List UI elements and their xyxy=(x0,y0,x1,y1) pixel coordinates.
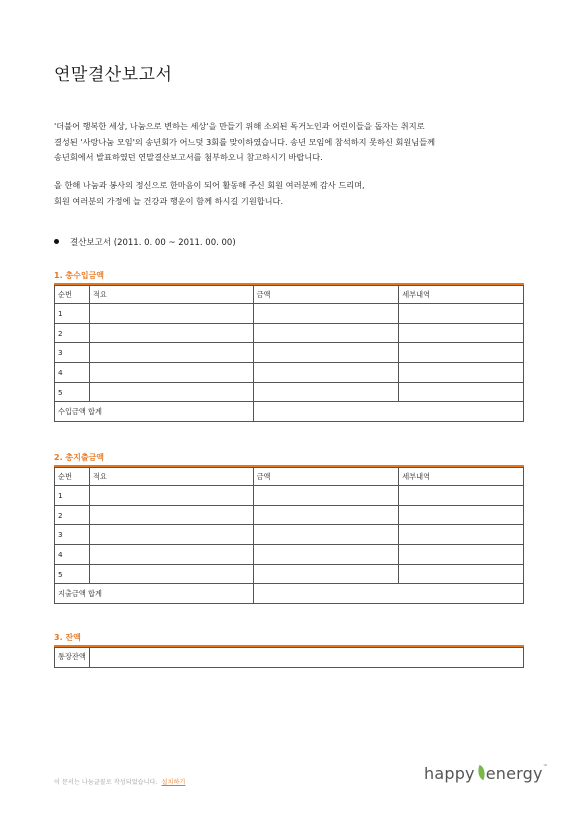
detail-cell[interactable] xyxy=(399,486,524,506)
table-row xyxy=(55,323,524,343)
table-row xyxy=(55,525,524,545)
balance-value-cell[interactable] xyxy=(89,648,523,668)
detail-cell[interactable] xyxy=(399,343,524,363)
amount-cell[interactable] xyxy=(253,304,399,324)
header-cell: 금액 xyxy=(253,286,399,304)
total-label: 수입금액 합계 xyxy=(55,402,254,422)
expense-table xyxy=(54,467,524,604)
detail-cell[interactable] xyxy=(399,304,524,324)
table-row xyxy=(55,363,524,383)
install-link[interactable]: 설치하기 xyxy=(161,779,186,786)
logo-text-energy: energy xyxy=(485,764,543,783)
description-cell[interactable] xyxy=(89,486,253,506)
amount-cell[interactable] xyxy=(253,343,399,363)
intro-line-3: 송년회에서 발표하였던 연말결산보고서를 첨부하오니 참고하시기 바랍니다. xyxy=(54,152,323,162)
row-number: 5 xyxy=(55,564,90,584)
detail-cell[interactable] xyxy=(399,505,524,525)
description-cell[interactable] xyxy=(89,323,253,343)
detail-cell[interactable] xyxy=(399,564,524,584)
intro-paragraph xyxy=(54,119,435,166)
row-number: 2 xyxy=(55,505,90,525)
description-cell[interactable] xyxy=(89,363,253,383)
income-section-title: 1. 총수입금액 xyxy=(54,271,105,280)
report-period-item xyxy=(54,236,236,248)
closing-line-2: 회원 여러분의 가정에 늘 건강과 행운이 함께 하시길 기원합니다. xyxy=(54,195,284,206)
table-row xyxy=(55,564,524,584)
intro-line-2: 결성된 '사랑나눔 모임'의 송년회가 어느덧 3회를 맞이하였습니다. 송년 모임에 참석하지 못하신 회원님들께 xyxy=(54,136,436,147)
row-number: 5 xyxy=(55,382,90,402)
amount-cell[interactable] xyxy=(253,505,399,525)
amount-cell[interactable] xyxy=(253,363,399,383)
balance-table xyxy=(54,647,524,668)
header-cell: 적요 xyxy=(89,468,253,486)
trademark-icon: ™ xyxy=(542,764,548,770)
header-cell: 세부내역 xyxy=(399,468,524,486)
table-header-row xyxy=(55,286,524,304)
row-number: 4 xyxy=(55,545,90,565)
table-row xyxy=(55,343,524,363)
report-period-text: 결산보고서 (2011. 0. 00 ~ 2011. 00. 00) xyxy=(70,238,236,248)
amount-cell[interactable] xyxy=(253,382,399,402)
row-number: 3 xyxy=(55,343,90,363)
table-row xyxy=(55,382,524,402)
row-number: 2 xyxy=(55,323,90,343)
total-value-cell[interactable] xyxy=(253,402,523,422)
header-cell: 세부내역 xyxy=(399,286,524,304)
table-row xyxy=(55,486,524,506)
row-number: 4 xyxy=(55,363,90,383)
header-cell: 금액 xyxy=(253,468,399,486)
table-row xyxy=(55,505,524,525)
description-cell[interactable] xyxy=(89,564,253,584)
happy-energy-logo xyxy=(424,764,548,783)
description-cell[interactable] xyxy=(89,382,253,402)
income-table xyxy=(54,285,524,422)
amount-cell[interactable] xyxy=(253,545,399,565)
row-number: 1 xyxy=(55,304,90,324)
intro-line-1: '더불어 행복한 세상, 나눔으로 변하는 세상'을 만들기 위해 소외된 독거노인과 어린이들을 돕자는 취지로 xyxy=(54,121,425,131)
description-cell[interactable] xyxy=(89,343,253,363)
description-cell[interactable] xyxy=(89,545,253,565)
footer-note xyxy=(54,777,185,786)
logo-text-happy: happy xyxy=(424,764,475,783)
description-cell[interactable] xyxy=(89,525,253,545)
total-label: 지출금액 합계 xyxy=(55,584,254,604)
total-row xyxy=(55,584,524,604)
table-row xyxy=(55,304,524,324)
closing-paragraph xyxy=(54,178,365,209)
document-title: 연말결산보고서 xyxy=(54,65,173,85)
description-cell[interactable] xyxy=(89,505,253,525)
header-cell: 적요 xyxy=(89,286,253,304)
detail-cell[interactable] xyxy=(399,323,524,343)
table-header-row xyxy=(55,468,524,486)
table-row xyxy=(55,648,524,668)
header-cell: 순번 xyxy=(55,468,90,486)
description-cell[interactable] xyxy=(89,304,253,324)
balance-section-title: 3. 잔액 xyxy=(54,633,81,642)
footer-note-text: 이 문서는 나눔글꼴로 작성되었습니다. xyxy=(54,779,158,786)
amount-cell[interactable] xyxy=(253,525,399,545)
detail-cell[interactable] xyxy=(399,545,524,565)
bullet-icon xyxy=(54,239,59,244)
expense-section-title: 2. 총지출금액 xyxy=(54,453,105,462)
amount-cell[interactable] xyxy=(253,486,399,506)
amount-cell[interactable] xyxy=(253,323,399,343)
balance-label: 통장잔액 xyxy=(55,648,90,668)
total-row xyxy=(55,402,524,422)
detail-cell[interactable] xyxy=(399,363,524,383)
row-number: 3 xyxy=(55,525,90,545)
row-number: 1 xyxy=(55,486,90,506)
closing-line-1: 올 한해 나눔과 봉사의 정신으로 한마음이 되어 활동해 주신 회원 여러분께 감사 드리며, xyxy=(54,180,365,190)
header-cell: 순번 xyxy=(55,286,90,304)
detail-cell[interactable] xyxy=(399,382,524,402)
table-row xyxy=(55,545,524,565)
total-value-cell[interactable] xyxy=(253,584,523,604)
detail-cell[interactable] xyxy=(399,525,524,545)
amount-cell[interactable] xyxy=(253,564,399,584)
